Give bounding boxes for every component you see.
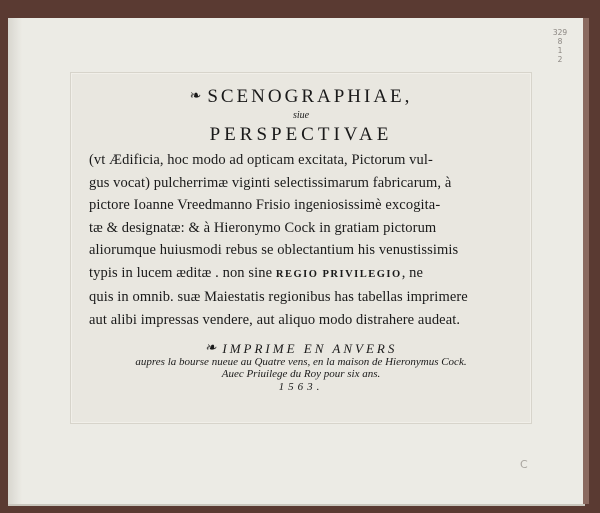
imprint-address: aupres la bourse nueue au Quatre vens, en la maison de Hieronymus Cock. (135, 355, 467, 368)
imprint (71, 343, 531, 393)
body-line: gus vocat) pulcherrimæ viginti selectissimarum fabricarum, à (89, 174, 452, 191)
body-text: typis in lucem æditæ . non sine (89, 264, 276, 281)
pencil-note: 2 (557, 55, 563, 64)
body-line: tæ & designatæ: & à Hieronymo Cock in gratiam pictorum (89, 219, 437, 236)
pencil-notes (540, 28, 580, 64)
pencil-note: 1 (557, 46, 563, 55)
pencil-mark: C (520, 458, 528, 471)
body-line: pictore Ioanne Vreedmanno Frisio ingeniosissimè excogita- (89, 197, 441, 213)
imprint-place: IMPRIME EN ANVERS (222, 341, 398, 356)
title-plate (70, 72, 532, 424)
main-title (71, 85, 531, 109)
fleuron-icon: ❧ (189, 89, 202, 104)
privilege-caps: REGIO PRIVILEGIO (275, 268, 402, 280)
body-line: quis in omnib. suæ Maiestatis regionibus has tabellas imprimere (89, 289, 468, 305)
album-spine (8, 18, 22, 504)
body-line: (vt Ædificia, hoc modo ad opticam excitata, Pictorum vul- (89, 152, 433, 168)
imprint-privilege: Auec Priuilege du Roy pour six ans. (221, 368, 381, 380)
body-line-privilege (89, 262, 513, 287)
pencil-note: 8 (557, 37, 563, 46)
page-edge (583, 18, 589, 504)
body-line: aliorumque huiusmodi rebus se oblectantium his venustissimis (89, 242, 459, 258)
imprint-year: 1563. (278, 380, 324, 393)
body-line: aut alibi impressas vendere, aut aliquo modo distrahere audeat. (89, 311, 461, 328)
imprint-head (71, 343, 531, 356)
fleuron-icon: ❧ (204, 341, 217, 356)
pencil-note: 329 (552, 28, 568, 37)
body-text: , ne (401, 264, 424, 281)
title-page-text (71, 85, 531, 393)
title-body (89, 149, 513, 331)
title-connector: siue (292, 110, 310, 121)
title-line-1: SCENOGRAPHIAE, (207, 86, 413, 107)
title-line-2: PERSPECTIVAE (209, 124, 393, 145)
